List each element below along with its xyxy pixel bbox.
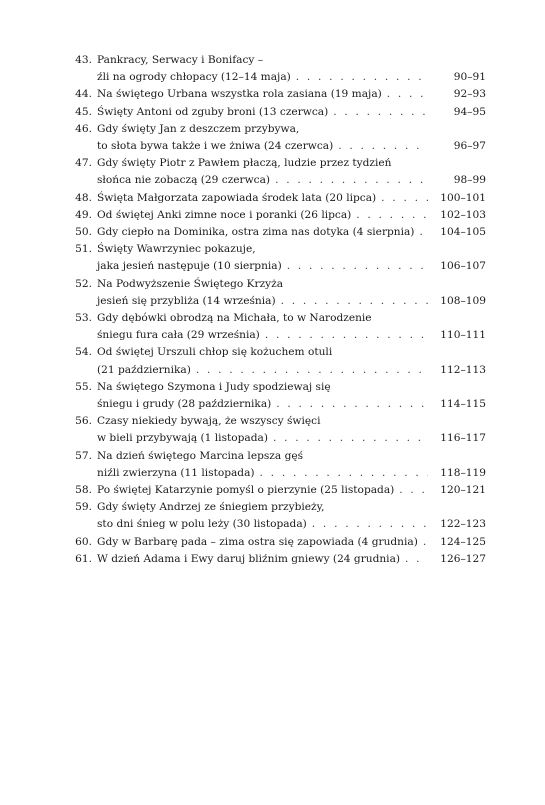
entry-number: 58. xyxy=(75,484,92,497)
entry-title-line: jaka jesień następuje (10 sierpnia) xyxy=(97,260,282,273)
entry-number: 54. xyxy=(75,346,92,359)
entry-body xyxy=(97,121,486,155)
table-of-contents xyxy=(66,52,486,568)
entry-number: 55. xyxy=(75,380,92,393)
entry-last-line xyxy=(97,534,486,551)
entry-title-line: Gdy święty Piotr z Pawłem płaczą, ludzie przez tydzień xyxy=(97,157,392,170)
entry-number: 57. xyxy=(75,449,92,462)
entry-title-line: Na Podwyższenie Świętego Krzyża xyxy=(97,277,284,290)
entry-last-line xyxy=(97,207,486,224)
dot-leader xyxy=(268,430,428,447)
toc-entry xyxy=(66,52,486,86)
entry-last-line xyxy=(97,327,486,344)
entry-title-line: Na świętego Szymona i Judy spodziewaj się xyxy=(97,380,331,393)
entry-title-line: Święty Wawrzyniec pokazuje, xyxy=(97,243,256,256)
page-range: 114–115 xyxy=(440,398,486,411)
toc-entry xyxy=(66,551,486,568)
entry-number: 52. xyxy=(75,277,92,290)
entry-last-line xyxy=(97,190,486,207)
page-range: 126–127 xyxy=(440,552,486,565)
entry-title-line: Od świętej Anki zimne noce i poranki (26 lipca) xyxy=(97,208,352,221)
entry-title-line: Od świętej Urszuli chłop się kożuchem otuli xyxy=(97,346,333,359)
entry-title-line: Po świętej Katarzynie pomyśl o pierzynie (25 listopada) xyxy=(97,484,395,497)
toc-entry xyxy=(66,241,486,275)
dot-leader xyxy=(276,293,428,310)
entry-number: 51. xyxy=(75,243,92,256)
entry-last-line xyxy=(97,258,486,275)
entry-title-line: w bieli przybywają (1 listopada) xyxy=(97,432,268,445)
dot-leader xyxy=(418,534,428,551)
entry-number: 44. xyxy=(75,88,92,101)
entry-title-line: Gdy dębówki obrodzą na Michała, to w Narodzenie xyxy=(97,312,372,325)
dot-leader xyxy=(351,207,428,224)
toc-entry xyxy=(66,413,486,447)
entry-last-line xyxy=(97,465,486,482)
page-range: 110–111 xyxy=(440,329,486,342)
entry-last-line xyxy=(97,551,486,568)
entry-body xyxy=(97,534,486,551)
entry-title-line: sto dni śnieg w polu leży (30 listopada) xyxy=(97,518,307,531)
entry-title-line: Na świętego Urbana wszystka rola zasiana (19 maja) xyxy=(97,88,382,101)
entry-body xyxy=(97,344,486,378)
entry-number: 48. xyxy=(75,191,92,204)
page-range: 102–103 xyxy=(440,208,486,221)
toc-entry xyxy=(66,86,486,103)
dot-leader xyxy=(282,258,428,275)
entry-body xyxy=(97,190,486,207)
page-range: 98–99 xyxy=(453,174,486,187)
entry-number: 59. xyxy=(75,501,92,514)
toc-entry xyxy=(66,121,486,155)
toc-entry xyxy=(66,310,486,344)
dot-leader xyxy=(270,172,428,189)
dot-leader xyxy=(307,516,428,533)
entry-body xyxy=(97,310,486,344)
entry-number: 45. xyxy=(75,105,92,118)
page-range: 120–121 xyxy=(440,484,486,497)
entry-title-line: to słota bywa także i we żniwa (24 czerwca) xyxy=(97,140,334,153)
entry-body xyxy=(97,241,486,275)
entry-title-line: Gdy ciepło na Dominika, ostra zima nas dotyka (4 sierpnia) xyxy=(97,226,415,239)
entry-title-line: W dzień Adama i Ewy daruj bliźnim gniewy (24 grudnia) xyxy=(97,552,401,565)
page-range: 116–117 xyxy=(440,432,486,445)
entry-body xyxy=(97,276,486,310)
entry-last-line xyxy=(97,293,486,310)
entry-title-line: Czasy niekiedy bywają, że wszyscy święci xyxy=(97,415,321,428)
entry-body xyxy=(97,104,486,121)
page-range: 108–109 xyxy=(440,294,486,307)
dot-leader xyxy=(400,551,428,568)
page-range: 124–125 xyxy=(440,535,486,548)
entry-last-line xyxy=(97,430,486,447)
entry-title-line: Gdy święty Andrzej ze śniegiem przybieży, xyxy=(97,501,325,514)
entry-body xyxy=(97,499,486,533)
toc-entry xyxy=(66,379,486,413)
entry-title-line: Pankracy, Serwacy i Bonifacy – xyxy=(97,54,264,66)
page-range: 100–101 xyxy=(440,191,486,204)
toc-entry xyxy=(66,276,486,310)
page-range: 106–107 xyxy=(440,260,486,273)
entry-last-line xyxy=(97,482,486,499)
entry-title-line: jesień się przybliża (14 września) xyxy=(97,294,276,307)
entry-number: 60. xyxy=(75,535,92,548)
dot-leader xyxy=(260,327,428,344)
page-range: 112–113 xyxy=(440,363,486,376)
entry-title-line: słońca nie zobaczą (29 czerwca) xyxy=(97,174,271,187)
entry-body xyxy=(97,52,486,86)
page-range: 118–119 xyxy=(440,466,486,479)
entry-number: 56. xyxy=(75,415,92,428)
dot-leader xyxy=(328,104,428,121)
entry-last-line xyxy=(97,104,486,121)
entry-number: 61. xyxy=(75,552,92,565)
toc-entry xyxy=(66,224,486,241)
dot-leader xyxy=(291,69,428,86)
entry-number: 53. xyxy=(75,312,92,325)
entry-title-line: (21 października) xyxy=(97,363,191,376)
dot-leader xyxy=(394,482,428,499)
entry-last-line xyxy=(97,362,486,379)
entry-body xyxy=(97,155,486,189)
entry-title-line: Gdy święty Jan z deszczem przybywa, xyxy=(97,122,300,135)
entry-body xyxy=(97,207,486,224)
toc-entry xyxy=(66,155,486,189)
entry-last-line xyxy=(97,86,486,103)
entry-body xyxy=(97,86,486,103)
entry-title-line: Święty Antoni od zguby broni (13 czerwca) xyxy=(97,105,329,118)
entry-last-line xyxy=(97,172,486,189)
entry-last-line xyxy=(97,138,486,155)
toc-entry xyxy=(66,190,486,207)
entry-body xyxy=(97,448,486,482)
entry-title-line: Na dzień świętego Marcina lepsza gęś xyxy=(97,449,304,462)
page-range: 92–93 xyxy=(453,88,486,101)
toc-entry xyxy=(66,482,486,499)
entry-title-line: Gdy w Barbarę pada – zima ostra się zapowiada (4 grudnia) xyxy=(97,535,418,548)
entry-number: 47. xyxy=(75,157,92,170)
entry-title-line: źli na ogrody chłopacy (12–14 maja) xyxy=(97,71,291,84)
toc-entry xyxy=(66,207,486,224)
entry-title-line: śniegu i grudy (28 października) xyxy=(97,398,272,411)
toc-entry xyxy=(66,534,486,551)
dot-leader xyxy=(376,190,428,207)
entry-body xyxy=(97,551,486,568)
entry-body xyxy=(97,224,486,241)
toc-entry xyxy=(66,104,486,121)
dot-leader xyxy=(414,224,428,241)
page-range: 122–123 xyxy=(440,518,486,531)
entry-last-line xyxy=(97,69,486,86)
page-range: 96–97 xyxy=(453,140,486,153)
toc-entry xyxy=(66,344,486,378)
dot-leader xyxy=(271,396,428,413)
entry-number: 43. xyxy=(75,54,92,66)
entry-body xyxy=(97,413,486,447)
page-range: 104–105 xyxy=(440,226,486,239)
entry-last-line xyxy=(97,396,486,413)
toc-entry xyxy=(66,448,486,482)
entry-title-line: śniegu fura cała (29 września) xyxy=(97,329,260,342)
toc-entry xyxy=(66,499,486,533)
entry-last-line xyxy=(97,224,486,241)
page-range: 90–91 xyxy=(453,71,486,84)
entry-title-line: Święta Małgorzata zapowiada środek lata (20 lipca) xyxy=(97,191,377,204)
dot-leader xyxy=(255,465,428,482)
dot-leader xyxy=(191,362,428,379)
dot-leader xyxy=(382,86,428,103)
page-range: 94–95 xyxy=(453,105,486,118)
entry-body xyxy=(97,482,486,499)
entry-number: 46. xyxy=(75,122,92,135)
entry-body xyxy=(97,379,486,413)
entry-number: 49. xyxy=(75,208,92,221)
entry-title-line: niźli zwierzyna (11 listopada) xyxy=(97,466,255,479)
entry-last-line xyxy=(97,516,486,533)
entry-number: 50. xyxy=(75,226,92,239)
dot-leader xyxy=(333,138,428,155)
